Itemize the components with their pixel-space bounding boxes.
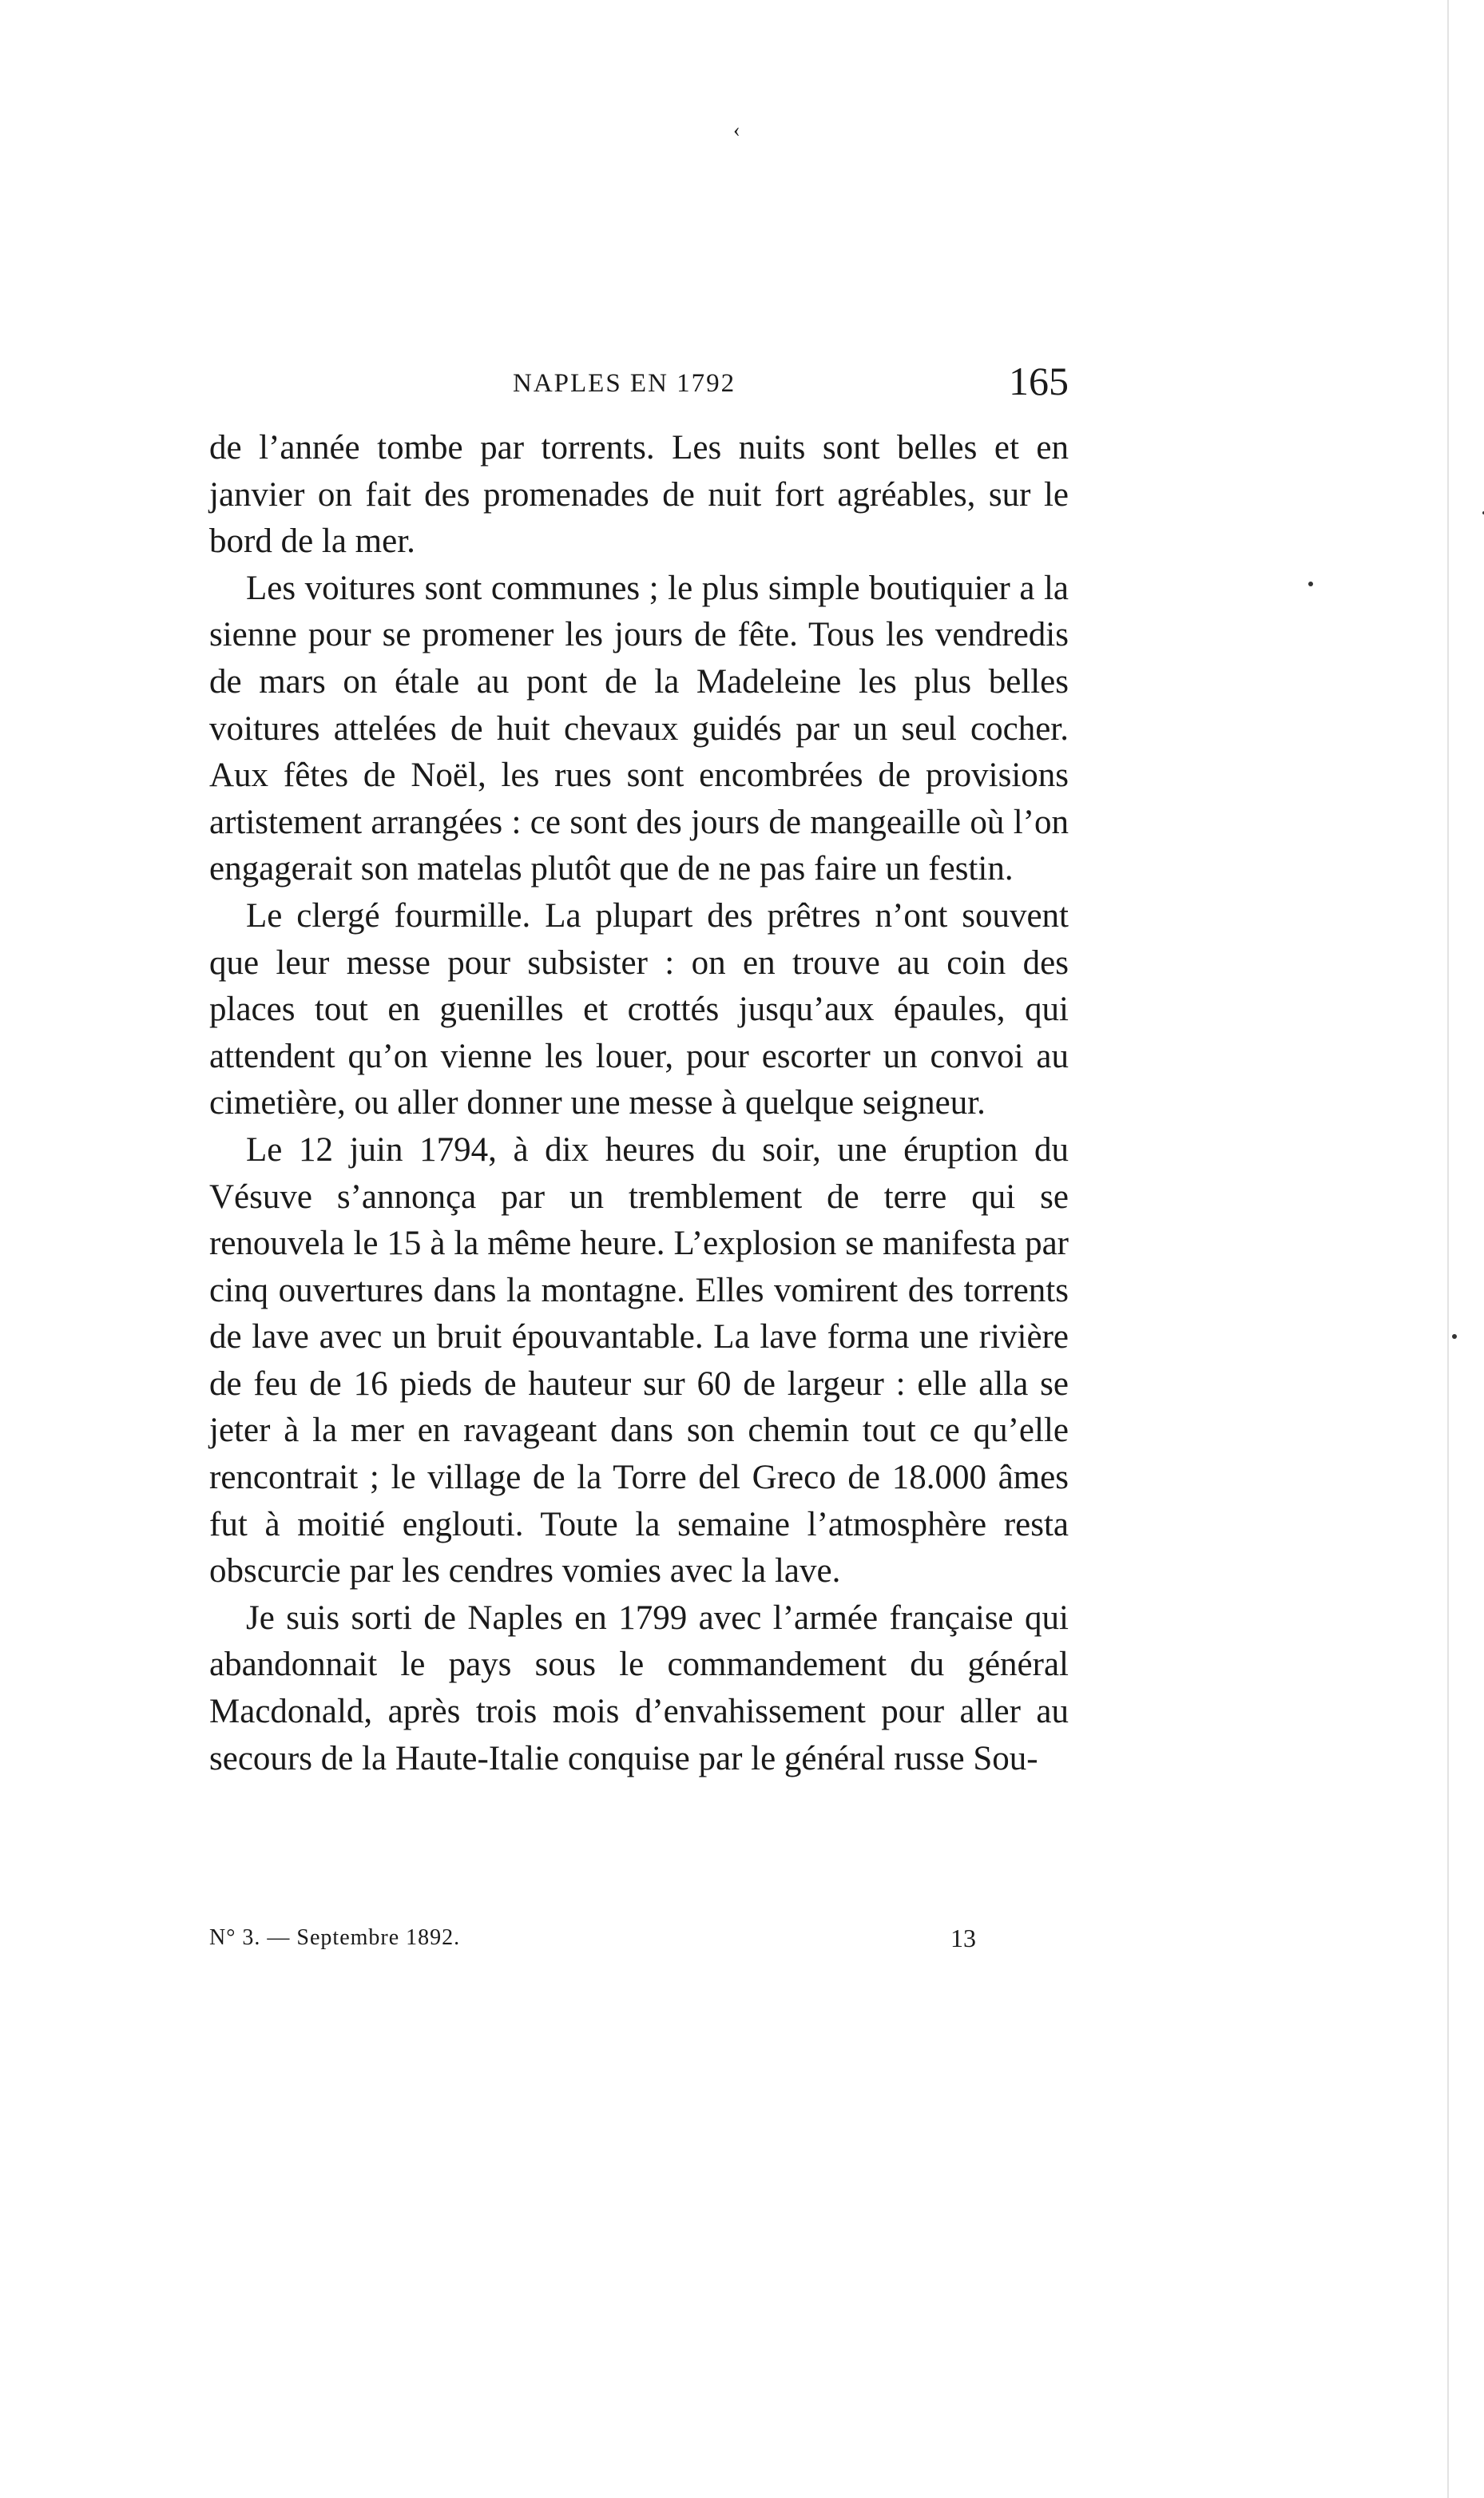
- page-number: 165: [1009, 359, 1069, 403]
- footer-issue: N° 3. — Septembre 1892.: [209, 1925, 461, 1950]
- body-text: [209, 425, 1069, 1782]
- top-mark: ‹: [733, 118, 740, 141]
- ink-speck: [1308, 582, 1313, 586]
- page-edge-shadow: [1447, 0, 1449, 2498]
- paragraph-continued: de l’année tombe par torrents. Les nuits sont belles et en janvier on fait des promenades de nuit fort agréables, sur le bord de la mer.: [209, 429, 1069, 561]
- paragraph-clerge: Le clergé fourmille. La plupart des prêtres n’ont souvent que leur messe pour subsister : on en trouve au coin des places tout en guenilles et crottés jusqu’aux épaules, qui attendent qu’on vienne les louer, pour escorter un convoi au cimetière, ou aller donner une messe à quelque seigneur.: [209, 896, 1069, 1122]
- running-title: NAPLES EN 1792: [513, 369, 736, 398]
- footer-signature: 13: [950, 1924, 976, 1952]
- page-footer: [209, 1917, 1069, 1965]
- running-header: [209, 358, 1069, 414]
- paragraph-voitures: Les voitures sont communes ; le plus simple boutiquier a la sienne pour se promener les jours de fête. Tous les vendredis de mars on étale au pont de la Madeleine les plus belles voitures attelées de huit chevaux guidés par un seul cocher. Aux fêtes de Noël, les rues sont encombrées de provisions artistement arrangées : ce sont des jours de mangeaille où l’on engagerait son matelas plutôt que de ne pas faire un festin.: [209, 569, 1069, 888]
- ink-speck: [1452, 1334, 1457, 1339]
- paragraph-eruption: Le 12 juin 1794, à dix heures du soir, une éruption du Vésuve s’annonça par un tremblement de terre qui se renouvela le 15 à la même heure. L’explosion se manifesta par cinq ouvertures dans la montagne. Elles vomirent des torrents de lave avec un bruit épouvantable. La lave forma une rivière de feu de 16 pieds de hauteur sur 60 de largeur : elle alla se jeter à la mer en ravageant dans son chemin tout ce qu’elle rencontrait ; le village de la Torre del Greco de 18.000 âmes fut à moitié englouti. Toute la semaine l’atmosphère resta obscurcie par les cendres vomies avec la lave.: [209, 1130, 1069, 1591]
- paragraph-depart: Je suis sorti de Naples en 1799 avec l’armée française qui abandonnait le pays sous le commandement du général Macdonald, après trois mois d’envahissement pour aller au secours de la Haute-Italie conquise par le général russe Sou-: [209, 1598, 1069, 1777]
